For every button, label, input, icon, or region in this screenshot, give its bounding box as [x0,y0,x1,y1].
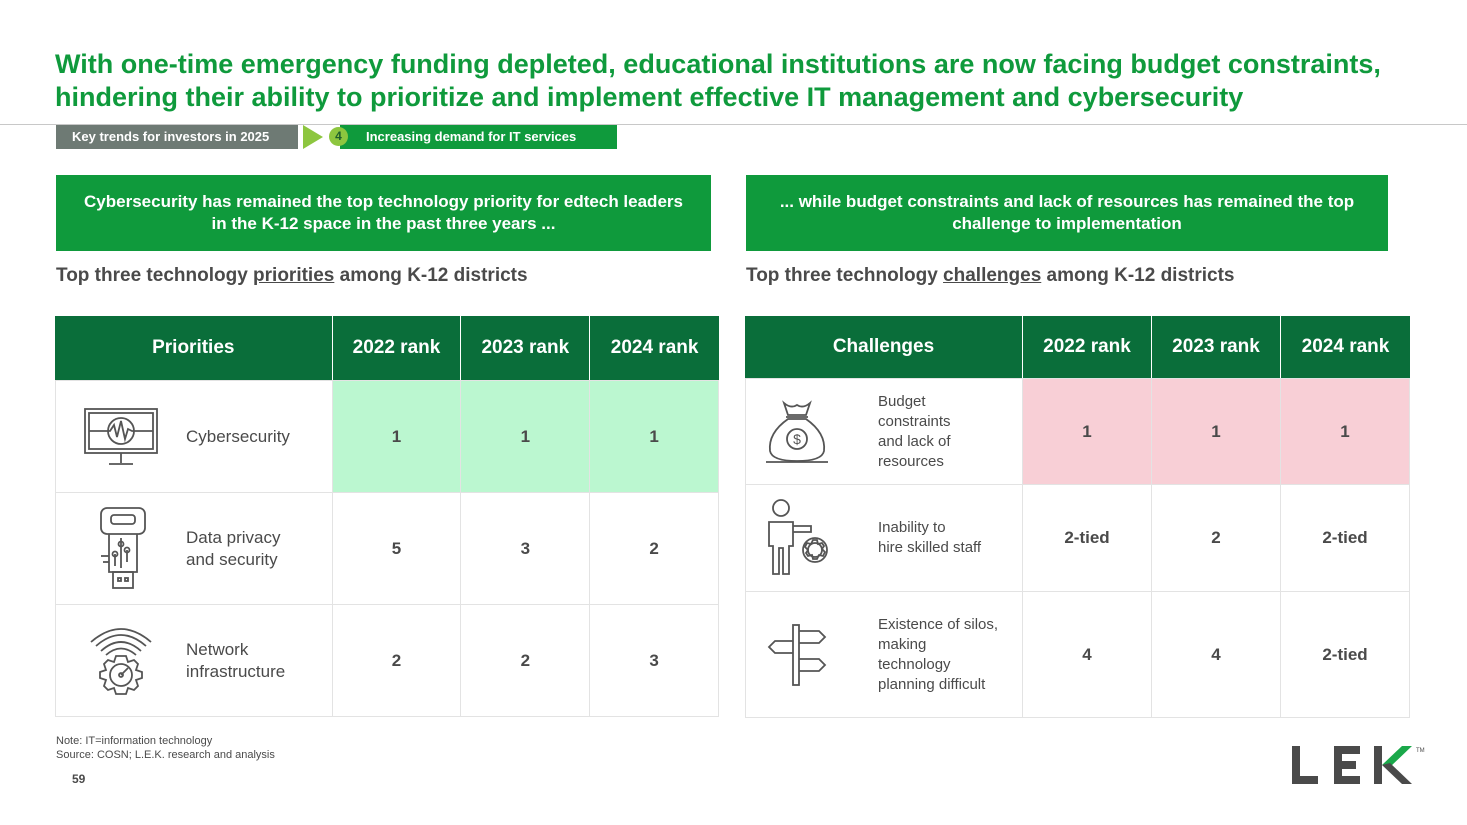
priority-item [55,381,333,492]
challenge-label: Inability to hire skilled staff [878,519,982,556]
rank-2024: 3 [590,605,719,716]
table-row [55,380,719,492]
left-banner: Cybersecurity has remained the top technology priority for edtech leaders in the K-12 space in the past three years ... [56,175,711,251]
header-2023: 2023 rank [461,316,590,380]
challenge-item [745,379,1023,484]
left-subheading-pre: Top three technology [56,265,254,286]
rank-2023: 2 [1152,485,1281,591]
rank-2022: 5 [333,493,462,604]
table-row [745,378,1410,484]
table-row [745,484,1410,591]
right-subheading [746,265,1234,287]
slide-title [55,48,1435,114]
footnote [56,734,275,762]
header-priorities: Priorities [55,316,333,380]
signpost-icon [746,623,848,687]
rank-2023: 1 [1152,379,1281,484]
person-gear-icon [746,498,848,578]
table-header-row [745,316,1410,378]
challenge-item [745,485,1023,591]
priorities-table [55,316,719,717]
svg-text:$: $ [793,430,801,447]
table-row [745,591,1410,717]
priority-label: Network infrastructure [186,639,286,681]
rank-2022: 2 [333,605,462,716]
left-subheading [56,265,528,287]
left-subheading-keyword: priorities [253,265,335,286]
header-2022: 2022 rank [333,316,462,380]
header-challenges: Challenges [745,316,1023,378]
header-2023: 2023 rank [1152,316,1281,378]
rank-2022: 4 [1023,592,1152,717]
header-2024: 2024 rank [590,316,719,380]
rank-2024: 1 [590,381,719,492]
note-text: Note: IT=information technology [56,735,213,747]
wifi-gear-icon [56,620,186,702]
usb-key-icon [56,506,186,592]
header-2024: 2024 rank [1281,316,1410,378]
table-row [55,492,719,604]
priority-label: Data privacy and security [186,527,281,569]
breadcrumb-topic: Increasing demand for IT services [340,125,617,149]
header-2022: 2022 rank [1023,316,1152,378]
rank-2022: 1 [333,381,462,492]
challenge-item [745,592,1023,717]
priority-label: Cybersecurity [186,426,290,446]
challenges-table [745,316,1410,718]
page-number: 59 [72,772,86,786]
breadcrumb-arrow-icon [303,125,323,149]
rank-2024: 2-tied [1281,592,1410,717]
challenge-label: Existence of silos, making technology planning difficult [878,615,999,693]
rank-2024: 2 [590,493,719,604]
rank-2024: 2-tied [1281,485,1410,591]
monitor-heartbeat-icon [56,405,186,469]
rank-2022: 2-tied [1023,485,1152,591]
table-row [55,604,719,716]
right-subheading-pre: Top three technology [746,265,944,286]
rank-2024: 1 [1281,379,1410,484]
source-text: Source: COSN; L.E.K. research and analysis [56,749,275,761]
left-subheading-post: among K-12 districts [334,265,528,286]
breadcrumb-number: 4 [329,127,348,146]
rank-2023: 3 [461,493,590,604]
right-banner: ... while budget constraints and lack of resources has remained the top challenge to implementation [746,175,1388,251]
right-subheading-post: among K-12 districts [1041,265,1235,286]
rank-2023: 4 [1152,592,1281,717]
priority-item [55,605,333,716]
logo-tm: TM [1416,748,1425,754]
money-bag-icon [746,399,848,465]
rank-2023: 1 [461,381,590,492]
priority-item [55,493,333,604]
right-subheading-keyword: challenges [943,265,1042,286]
lek-logo [1290,742,1430,787]
rank-2023: 2 [461,605,590,716]
title-line-2: hindering their ability to prioritize and implement effective IT management and cybersecurity [55,82,1244,112]
challenge-label: Budget constraints and lack of resources [878,392,951,470]
title-line-1: With one-time emergency funding depleted, educational institutions are now facing budget constraints, [55,49,1381,79]
rank-2022: 1 [1023,379,1152,484]
breadcrumb-section: Key trends for investors in 2025 [56,125,298,149]
table-header-row [55,316,719,380]
